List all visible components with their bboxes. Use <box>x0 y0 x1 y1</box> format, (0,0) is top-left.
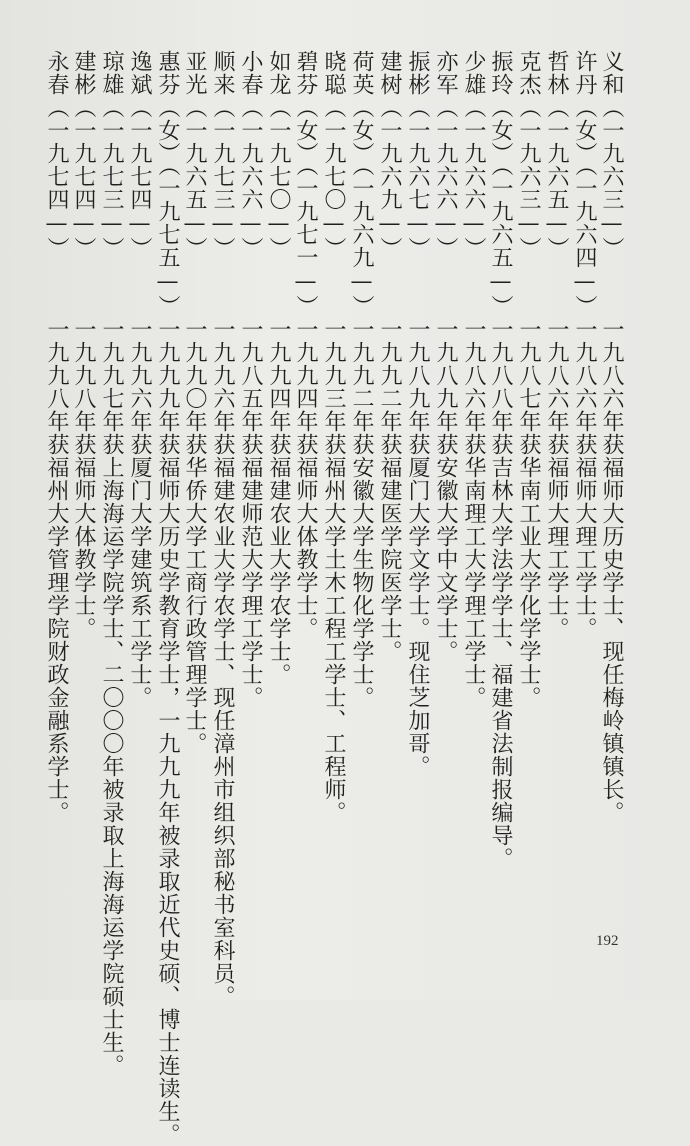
person-name: 晓聪（一九七〇—） <box>321 50 346 260</box>
person-bio: 一九九〇年获华侨大学工商行政管理学士。 <box>182 318 207 755</box>
person-bio: 一九九二年获安徽大学生物化学学士。 <box>349 318 374 709</box>
person-name: 克杰（一九六三—） <box>516 50 541 260</box>
person-name: 义和（一九六三—） <box>599 50 624 260</box>
person-bio: 一九八六年获福师大理工学士。 <box>544 318 569 640</box>
person-name: 顺来（一九七三—） <box>210 50 235 260</box>
person-bio: 一九九六年获福建农业大学农学士、现任漳州市组织部秘书室科员。 <box>210 318 235 1008</box>
person-name: 惠芬（女）（一九七五—） <box>155 50 180 318</box>
person-bio: 一九八八年获吉林大学法学学士、福建省法制报编导。 <box>488 318 513 870</box>
person-name: 逸斌（一九七四—） <box>127 50 152 260</box>
person-bio: 一九九二年获福建医学院医学士。 <box>377 318 402 663</box>
person-name: 亚光（一九六五—） <box>182 50 207 260</box>
person-name: 小春（一九六六—） <box>238 50 263 260</box>
person-bio: 一九八六年获福师大历史学士、现任梅岭镇镇长。 <box>599 318 624 824</box>
person-bio: 一九九三年获福州大学土木工程工学士、工程师。 <box>321 318 346 824</box>
person-name: 少雄（一九六六—） <box>461 50 486 260</box>
person-bio: 一九八七年获华南工业大学化学学士。 <box>516 318 541 709</box>
person-bio: 一九九四年获福建农业大学农学士。 <box>266 318 291 686</box>
person-bio: 一九九四年获福师大体教学士。 <box>293 318 318 640</box>
person-name: 振玲（女）（一九六五—） <box>488 50 513 318</box>
person-bio: 一九九六年获厦门大学建筑系工学士。 <box>127 318 152 709</box>
person-bio: 一九九八年获福师大体教学士。 <box>71 318 96 640</box>
person-bio: 一九八六年获福师大理工学士。 <box>572 318 597 640</box>
page-number: 192 <box>596 933 619 949</box>
person-name: 碧芬（女）（一九七一—） <box>293 50 318 318</box>
person-name: 琼雄（一九七三—） <box>99 50 124 260</box>
person-name: 建树（一九六九—） <box>377 50 402 260</box>
person-bio: 一九九七年获上海海运学院学士、二〇〇〇年被录取上海海运学院硕士生。 <box>99 318 124 1077</box>
person-bio: 一九八九年获安徽大学中文学士。 <box>433 318 458 663</box>
person-bio: 一九九九年获福师大历史学教育学士，一九九九年被录取近代史硕、博士连读生。 <box>155 318 180 1146</box>
person-bio: 一九八五年获福建师范大学理工学士。 <box>238 318 263 709</box>
person-name: 亦军（一九六六—） <box>433 50 458 260</box>
person-name: 振彬（一九六七—） <box>405 50 430 260</box>
person-name: 建彬（一九七四—） <box>71 50 96 260</box>
person-name: 荷英（女）（一九六九—） <box>349 50 374 318</box>
person-name: 如龙（一九七〇—） <box>266 50 291 260</box>
person-bio: 一九八九年获厦门大学文学士。现住芝加哥。 <box>405 318 430 778</box>
person-name: 哲林（一九六五—） <box>544 50 569 260</box>
person-name: 永春（一九七四—） <box>44 50 69 260</box>
person-bio: 一九九八年获福州大学管理学院财政金融系学士。 <box>44 318 69 824</box>
person-name: 许丹（女）（一九六四—） <box>572 50 597 318</box>
person-bio: 一九八六年获华南理工大学理工学士。 <box>461 318 486 709</box>
